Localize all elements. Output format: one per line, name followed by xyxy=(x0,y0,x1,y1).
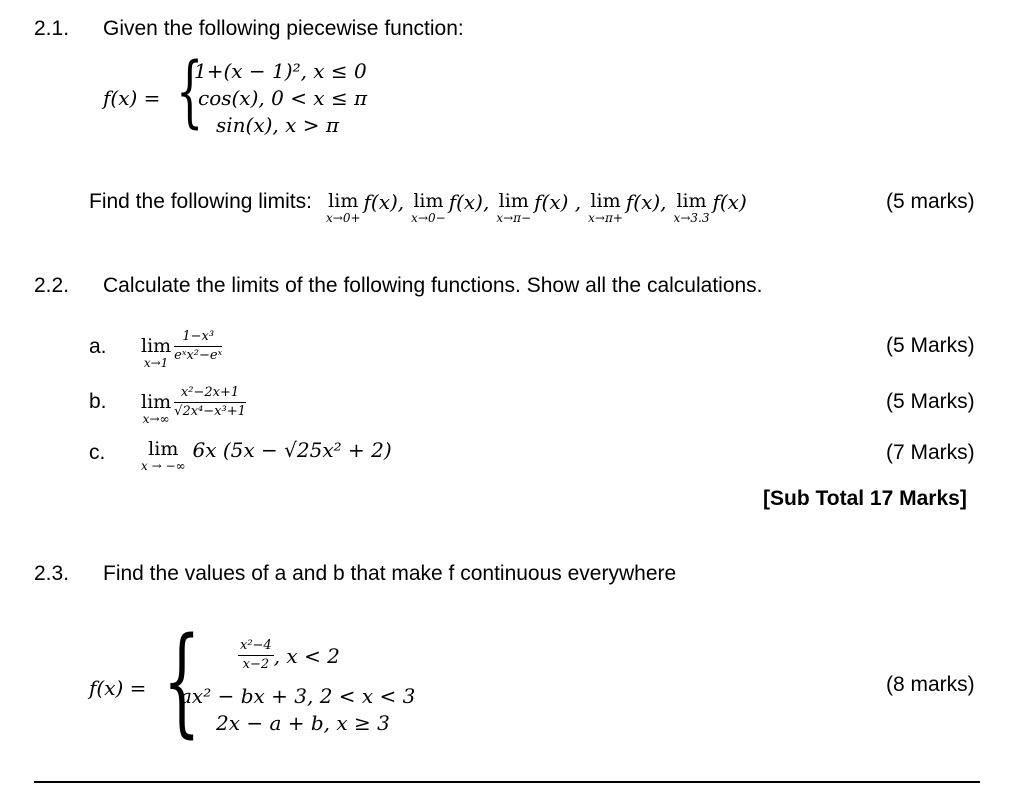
q21-limit-2: lim x→0− xyxy=(411,190,446,225)
q21-limits-row xyxy=(323,190,747,224)
q21-limit-5: lim x→3.3 xyxy=(673,190,710,225)
q22c-marks: (7 Marks) xyxy=(886,441,975,464)
bottom-divider xyxy=(34,781,980,783)
q22c-label: c. xyxy=(89,441,106,464)
q21-case-1: 1+(x − 1)², x ≤ 0 xyxy=(194,59,367,83)
q22b-fraction: $\frac{\text{x²−2x+1}}{\text{√2x⁴−x³+1}}$ xyxy=(174,385,246,419)
q22c-lim: lim x → −∞ xyxy=(141,438,186,473)
q21-limit-4: lim x→π+ xyxy=(588,190,623,225)
q22-number: 2.2. xyxy=(34,274,70,297)
q21-title: Given the following piecewise function: xyxy=(103,17,464,40)
q22c-expression xyxy=(138,438,392,472)
q21-left-brace: { xyxy=(176,47,204,137)
q22b-marks: (5 Marks) xyxy=(886,390,975,413)
q23-number: 2.3. xyxy=(34,562,70,585)
q21-case-3: sin(x), x > π xyxy=(216,113,340,137)
q22-subtotal: [Sub Total 17 Marks] xyxy=(763,487,967,510)
q23-case-1 xyxy=(238,638,340,673)
q23-marks: (8 marks) xyxy=(886,673,975,696)
q23-fx-label: f(x) = xyxy=(89,676,147,700)
q23-case-1-condition: , x < 2 xyxy=(273,643,340,668)
q22-title: Calculate the limits of the following functions. Show all the calculations. xyxy=(103,274,763,297)
q22b-expression xyxy=(138,380,246,425)
q22a-label: a. xyxy=(89,335,107,358)
q23-left-brace: { xyxy=(163,611,201,749)
q23-case-2: ax² − bx + 3, 2 < x < 3 xyxy=(180,684,416,708)
q21-fx-label: f(x) = xyxy=(103,86,161,110)
q22b-label: b. xyxy=(89,390,107,413)
q21-limit-1-expr: f(x), xyxy=(363,190,405,214)
q21-limit-4-expr: f(x), xyxy=(625,190,667,214)
q23-title: Find the values of a and b that make f continuous everywhere xyxy=(103,562,677,585)
q23-case-1-fraction: $\frac{\text{x²−4}}{x-2}$ xyxy=(240,638,272,672)
q21-limit-1: lim x→0+ xyxy=(326,190,361,225)
q21-limit-2-expr: f(x), xyxy=(448,190,490,214)
q21-limit-3-expr: f(x) , xyxy=(534,190,582,214)
q22b-lim: lim x→∞ xyxy=(141,391,172,426)
q21-limit-5-expr: f(x) xyxy=(712,190,747,214)
q22a-expression xyxy=(138,324,222,369)
q21-case-2: cos(x), 0 < x ≤ π xyxy=(198,86,368,110)
q22a-marks: (5 Marks) xyxy=(886,334,975,357)
q22a-lim: lim x→1 xyxy=(141,335,172,370)
q22a-fraction: $\frac{\text{1−x³}}{\text{eˣx²−eˣ}}$ xyxy=(174,329,223,363)
q21-number: 2.1. xyxy=(34,17,70,40)
q23-case-3: 2x − a + b, x ≥ 3 xyxy=(216,711,390,735)
q22c-expr: 6x (5x − √25x² + 2) xyxy=(192,438,392,462)
q21-marks: (5 marks) xyxy=(886,190,975,213)
q21-find-text: Find the following limits: xyxy=(89,190,312,213)
q21-limit-3: lim x→π− xyxy=(496,190,532,225)
